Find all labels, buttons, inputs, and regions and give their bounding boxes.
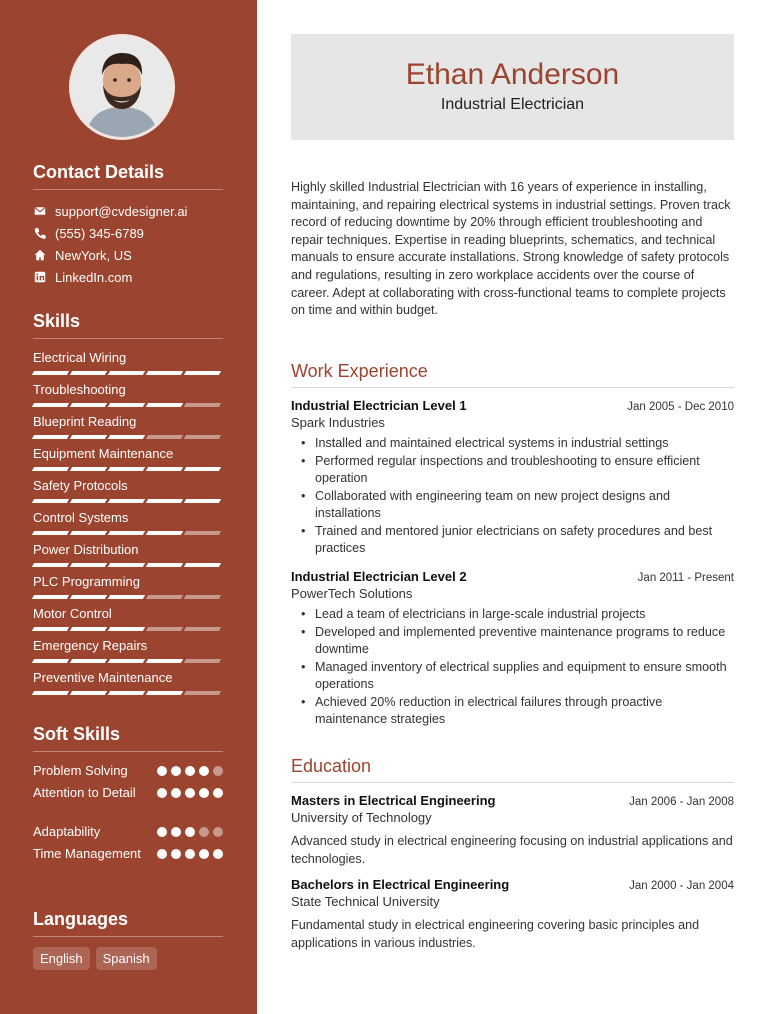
soft-skill-rating [157,845,223,859]
skill-level-segment [108,435,145,439]
skill-level-segment [184,563,221,567]
job-bullet: • Trained and mentored junior electricians on safety procedures and best practices [291,523,734,558]
avatar [69,34,175,140]
rating-dot [213,849,223,859]
skill-level-segment [32,499,69,503]
job-bullet: • Performed regular inspections and troubleshooting to ensure efficient operation [291,453,734,488]
soft-skill-row [33,823,223,845]
skill-level-segment [70,499,107,503]
home-icon [33,248,47,262]
skill-level-segment [146,627,183,631]
rating-dot [185,827,195,837]
contact-phone-text: (555) 345-6789 [55,225,144,241]
skill-level-segment [146,563,183,567]
degree-description: Fundamental study in electrical engineering covering basic principles and applications in various industries. [291,918,700,950]
skill-level-segment [184,435,221,439]
languages-heading: Languages [33,909,223,937]
skill-level-segment [32,467,69,471]
skill-level-segment [146,659,183,663]
skill-level-bar [33,499,223,503]
rating-dot [157,827,167,837]
contact-phone[interactable] [33,222,223,244]
rating-dot [157,766,167,776]
degree-dates: Jan 2000 - Jan 2004 [629,880,734,892]
skill-level-bar [33,435,223,439]
job-entry [291,569,734,729]
soft-skills-section [33,724,223,884]
skill-name: Blueprint Reading [33,414,137,429]
skill-level-bar [33,371,223,375]
skill-name: Equipment Maintenance [33,446,174,461]
skill-level-segment [70,627,107,631]
skill-level-segment [108,595,145,599]
job-dates: Jan 2005 - Dec 2010 [627,401,734,413]
job-dates: Jan 2011 - Present [637,572,734,584]
skill-level-segment [70,691,107,695]
rating-dot [199,827,209,837]
candidate-title: Industrial Electrician [440,96,585,113]
degree-dates: Jan 2006 - Jan 2008 [629,796,734,808]
soft-skill-row [33,784,223,823]
skill-name: Electrical Wiring [33,350,127,365]
skill-level-segment [146,691,183,695]
skill-item [33,413,223,445]
skill-level-segment [184,499,221,503]
skill-level-segment [32,627,69,631]
skill-name: Power Distribution [33,542,139,557]
skill-level-segment [70,467,107,471]
skill-level-segment [70,371,107,375]
education-entry [291,793,734,868]
skill-level-bar [33,627,223,631]
skill-level-segment [32,595,69,599]
sidebar [0,0,257,1014]
soft-skill-name: Time Management [33,846,141,861]
job-bullets [291,435,734,558]
rating-dot [171,827,181,837]
skill-level-segment [70,435,107,439]
skill-level-bar [33,467,223,471]
education-heading: Education [291,756,734,783]
degree-title: Bachelors in Electrical Engineering [291,877,510,892]
envelope-icon [33,204,47,218]
skill-level-segment [184,531,221,535]
skill-level-segment [70,531,107,535]
school-name: University of Technology [291,810,432,825]
language-tag: Spanish [96,947,157,970]
soft-skill-row [33,845,223,884]
soft-skill-row [33,762,223,784]
rating-dot [213,766,223,776]
skill-item [33,573,223,605]
skill-item [33,605,223,637]
job-bullets [291,606,734,729]
job-bullet: • Lead a team of electricians in large-scale industrial projects [291,606,734,624]
skill-level-segment [108,467,145,471]
skill-level-segment [184,659,221,663]
candidate-name: Ethan Anderson [405,58,620,91]
rating-dot [157,788,167,798]
job-title: Industrial Electrician Level 2 [291,569,467,584]
skill-name: Emergency Repairs [33,638,148,653]
contact-email-text: support@cvdesigner.ai [55,203,188,219]
skill-level-segment [146,435,183,439]
skill-level-segment [108,499,145,503]
skill-level-segment [184,595,221,599]
skill-level-segment [70,659,107,663]
skill-level-segment [32,435,69,439]
skill-name: Motor Control [33,606,112,621]
skill-level-segment [108,627,145,631]
rating-dot [213,827,223,837]
contact-location [33,244,223,266]
contact-section [33,162,223,288]
skills-heading: Skills [33,311,223,339]
skill-name: Safety Protocols [33,478,128,493]
rating-dot [171,766,181,776]
language-list [33,947,223,970]
skill-level-segment [32,659,69,663]
skill-level-segment [108,563,145,567]
skills-section [33,311,223,701]
skill-level-segment [108,659,145,663]
skill-item [33,477,223,509]
skill-level-segment [146,371,183,375]
language-tag: English [33,947,90,970]
contact-heading: Contact Details [33,162,223,190]
skill-level-segment [32,403,69,407]
skills-list [33,349,223,701]
skill-level-segment [184,627,221,631]
soft-skill-name: Problem Solving [33,763,128,778]
job-bullet: • Managed inventory of electrical supplies and equipment to ensure smooth operations [291,659,734,694]
rating-dot [171,849,181,859]
rating-dot [199,788,209,798]
soft-skill-rating [157,762,223,776]
skill-level-segment [32,691,69,695]
profile-summary: Highly skilled Industrial Electrician with 16 years of experience in installing, maintaining, and repairing electrical systems in industrial settings. Proven track record of reducing downtime by 20% through efficient troubleshooting and repair techniques. Expertise in reading blueprints, schematics, and technical manuals to ensure accurate installations. Strong knowledge of safety protocols and regulations, resulting in zero workplace accidents over the course of career. Adept at collaborating with cross-functional teams to complete projects on time and within budget. [291,180,731,318]
rating-dot [199,849,209,859]
skill-level-segment [32,531,69,535]
skill-level-segment [32,371,69,375]
rating-dot [185,849,195,859]
skill-level-segment [146,595,183,599]
skill-level-segment [108,403,145,407]
profile-photo [72,37,172,137]
skill-item [33,541,223,573]
contact-email[interactable] [33,200,223,222]
skill-item [33,349,223,381]
work-experience-heading: Work Experience [291,361,734,388]
skill-item [33,381,223,413]
skill-item [33,669,223,701]
contact-location-text: NewYork, US [55,247,132,263]
skill-level-segment [70,595,107,599]
school-name: State Technical University [291,894,440,909]
skill-level-bar [33,691,223,695]
skill-name: Preventive Maintenance [33,670,173,685]
linkedin-icon [33,270,47,284]
skill-level-bar [33,595,223,599]
skill-level-segment [184,371,221,375]
contact-linkedin[interactable] [33,266,223,288]
skill-level-segment [32,563,69,567]
skill-name: Troubleshooting [33,382,126,397]
contact-linkedin-text: LinkedIn.com [55,269,133,285]
skill-level-segment [184,691,221,695]
skill-name: PLC Programming [33,574,140,589]
job-title: Industrial Electrician Level 1 [291,398,467,413]
languages-section [33,909,223,970]
skill-level-bar [33,531,223,535]
job-company: Spark Industries [291,415,385,430]
job-bullet: • Installed and maintained electrical systems in industrial settings [291,435,734,453]
skill-level-segment [146,499,183,503]
job-bullet: • Achieved 20% reduction in electrical failures through proactive maintenance strategies [291,694,734,729]
soft-skill-rating [157,823,223,837]
skill-level-segment [184,467,221,471]
job-bullet: • Developed and implemented preventive maintenance programs to reduce downtime [291,624,734,659]
skill-level-segment [70,563,107,567]
job-company: PowerTech Solutions [291,586,413,601]
degree-title: Masters in Electrical Engineering [291,793,496,808]
skill-level-segment [146,531,183,535]
rating-dot [171,788,181,798]
skill-level-segment [108,371,145,375]
skill-item [33,509,223,541]
soft-skill-rating [157,784,223,798]
rating-dot [199,766,209,776]
skill-level-segment [184,403,221,407]
skill-level-bar [33,659,223,663]
rating-dot [213,788,223,798]
skill-item [33,637,223,669]
rating-dot [157,849,167,859]
skill-level-segment [108,531,145,535]
name-header [291,34,734,140]
soft-skill-name: Adaptability [33,824,101,839]
skill-level-segment [146,467,183,471]
rating-dot [185,788,195,798]
rating-dot [185,766,195,776]
education-entry [291,877,734,952]
skill-level-segment [146,403,183,407]
phone-icon [33,226,47,240]
soft-skills-heading: Soft Skills [33,724,223,752]
soft-skill-name: Attention to Detail [33,785,136,800]
skill-level-segment [70,403,107,407]
skill-level-bar [33,563,223,567]
skill-item [33,445,223,477]
skill-name: Control Systems [33,510,129,525]
skill-level-bar [33,403,223,407]
job-bullet: • Collaborated with engineering team on new project designs and installations [291,488,734,523]
job-entry [291,398,734,558]
degree-description: Advanced study in electrical engineering focusing on industrial applications and technologies. [291,834,733,866]
skill-level-segment [108,691,145,695]
